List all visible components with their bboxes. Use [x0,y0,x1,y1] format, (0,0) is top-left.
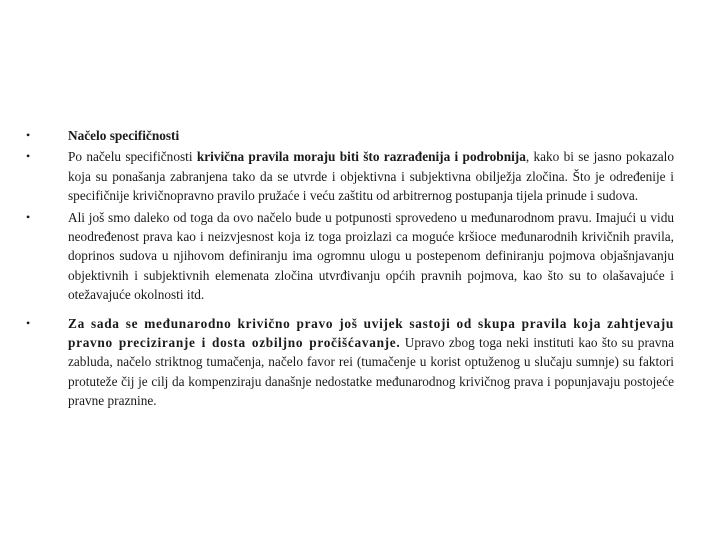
bullet-item-definition [26,147,674,205]
bullet-list [26,126,674,411]
bullet-item-principle-heading [26,126,674,145]
current-state-emphasis: Za sada se međunarodno krivično pravo još uvijek sastoji od skupa pravila koja zahtjevaju pravno preciziranje i dosta ozbiljno pročišćavanje. [68,315,674,351]
bullet-dot-icon: • [26,149,31,164]
definition-emphasis: krivična pravila moraju biti što razrađenija i podrobnija [196,149,526,165]
bullet-dot-icon: • [26,128,31,142]
bullet-dot-icon: • [26,315,31,330]
definition-text-end: , kako bi se jasno pokazalo koja su ponašanja zabranjena tako da se utvrde i objektivna i subjektivna obilježja zločina. Što je određenije i specifičnije krivičnopravno pravilo pružaće i veću zaštitu od arbitrernog postupanja tijela prinude i sudova. [68,149,674,204]
definition-text-start: Po načelu specifičnosti [68,149,197,165]
current-state-text: Upravo zbog toga neki instituti kao što su pravna zabluda, načelo striktnog tumačenja, načelo favor rei (tumačenje u korist optuženog u slučaju sumnje) su faktori protuteže čij je cilj da kompenziraju današnje nedostatke međunarodnog krivičnog prava i popunjavaju postojeće pravne praznine. [68,335,674,409]
bullet-item-current-state [26,314,674,411]
bullet-dot-icon: • [26,209,31,224]
bullet-item-implementation [26,208,674,305]
principle-heading: Načelo specifičnosti [68,128,180,143]
implementation-text: Ali još smo daleko od toga da ovo načelo bude u potpunosti sprovedeno u međunarodnom pravu. Imajući u vidu neodređenost prava kao i neizvjesnost koja iz toga proizlazi ca moguće kršioce međunarodnih krivičnih pravila, doprinos sudova u njihovom definiranju ima ogromnu ulogu u postepenom definiranju pojmova objašnjavanju objektivnih i subjektivnih elemenata zločina utvrđivanju općih pravnih pojmova, kao što su to olašavajuće i otežavajuće okolnosti itd. [68,209,674,303]
